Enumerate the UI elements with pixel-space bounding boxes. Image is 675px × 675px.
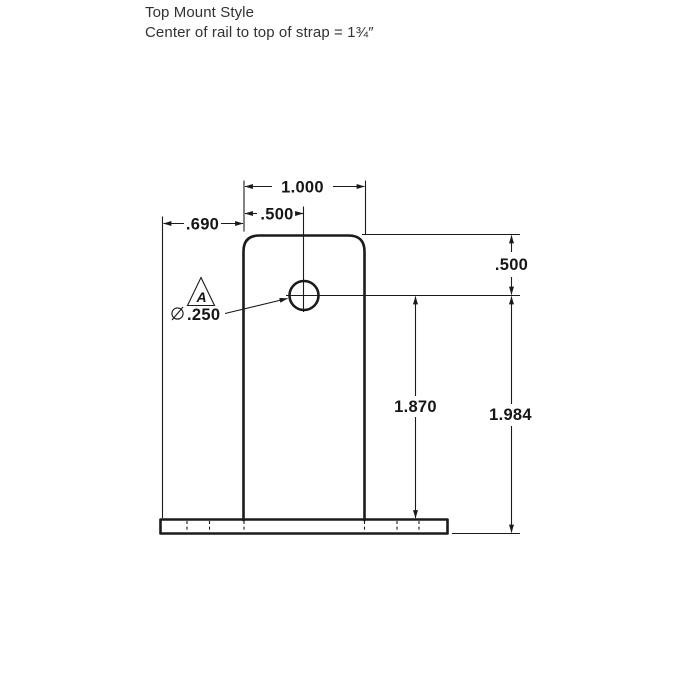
dim-top-width	[245, 179, 365, 197]
base-plate	[161, 520, 448, 534]
dim-label-hole-to-base-top: 1.870	[394, 398, 437, 416]
dim-label-top-width: 1.000	[281, 178, 324, 197]
dim-label-hole-to-base-bottom: 1.984	[489, 406, 532, 424]
dim-hole-to-base-top	[394, 297, 437, 519]
dim-hole-from-top	[495, 236, 528, 295]
diameter-symbol-icon	[172, 307, 183, 320]
drawing-subtitle: Center of rail to top of strap = 1¾″	[145, 24, 374, 41]
dim-label-hole-diameter: .250	[187, 306, 221, 324]
drawing-title: Top Mount Style	[145, 4, 255, 21]
hidden-edge-lines	[187, 521, 419, 532]
dim-label-hole-offset-x: .500	[260, 205, 294, 224]
leader-line	[225, 299, 288, 314]
dim-hole-offset-x	[245, 206, 303, 224]
part-outline	[161, 236, 448, 534]
dim-base-overhang	[164, 216, 244, 234]
dim-hole-to-base-bottom	[489, 297, 532, 533]
datum-flag	[188, 278, 215, 306]
dim-label-hole-from-top: .500	[494, 256, 529, 274]
datum-label: A	[196, 289, 207, 305]
dim-label-base-overhang: .690	[185, 215, 220, 234]
